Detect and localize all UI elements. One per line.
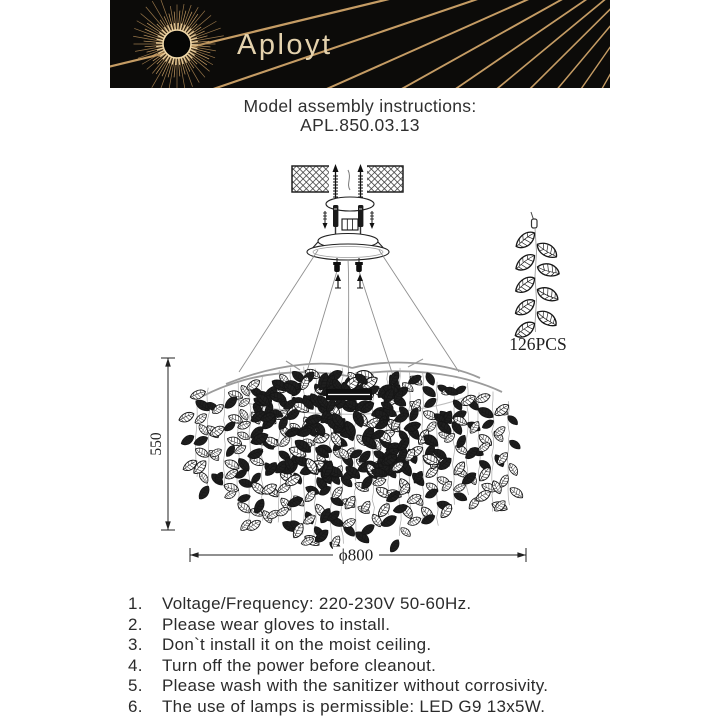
model-number: APL.850.03.13: [300, 115, 420, 135]
center-frame-bar: [326, 389, 372, 400]
instruction-number: 2.: [128, 614, 143, 634]
brand-wordmark: Aployt: [237, 29, 333, 61]
page-title: Model assembly instructions:: [243, 96, 477, 116]
instructions-list: [128, 594, 688, 717]
height-dimension-label: 550: [148, 432, 165, 456]
instruction-number: 6.: [128, 696, 143, 716]
instruction-text: Don`t install it on the moist ceiling.: [162, 635, 432, 654]
brand-header: [110, 0, 610, 88]
instruction-number: 5.: [128, 676, 143, 695]
instruction-item: [128, 615, 688, 636]
leaf-strand-detail: [512, 212, 560, 341]
instruction-number: 1.: [128, 594, 143, 613]
instruction-text: Please wear gloves to install.: [162, 614, 391, 634]
assembly-diagram: [100, 140, 620, 580]
header-graphics: [110, 0, 610, 88]
suspension-wires: [239, 250, 459, 392]
instruction-text: Voltage/Frequency: 220-230V 50-60Hz.: [162, 594, 472, 613]
instruction-number: 4.: [128, 655, 143, 675]
instruction-item: [128, 697, 688, 718]
instruction-number: 3.: [128, 635, 143, 654]
instruction-text: The use of lamps is permissible: LED G9 13x5W.: [162, 696, 546, 716]
instruction-text: Turn off the power before cleanout.: [162, 655, 437, 675]
canopy: [307, 234, 389, 261]
terminal-block: [342, 219, 358, 230]
instruction-item: [128, 635, 688, 656]
instruction-item: [128, 676, 688, 697]
title-block: [0, 97, 720, 135]
starburst-logo-icon: [133, 0, 224, 88]
diameter-dimension-label: ϕ800: [338, 545, 374, 565]
instruction-item: [128, 594, 688, 615]
instruction-item: [128, 656, 688, 677]
leaf-count-label: 126PCS: [509, 334, 567, 354]
instruction-text: Please wash with the sanitizer without corrosivity.: [162, 676, 549, 695]
ceiling-mount: [292, 164, 403, 201]
